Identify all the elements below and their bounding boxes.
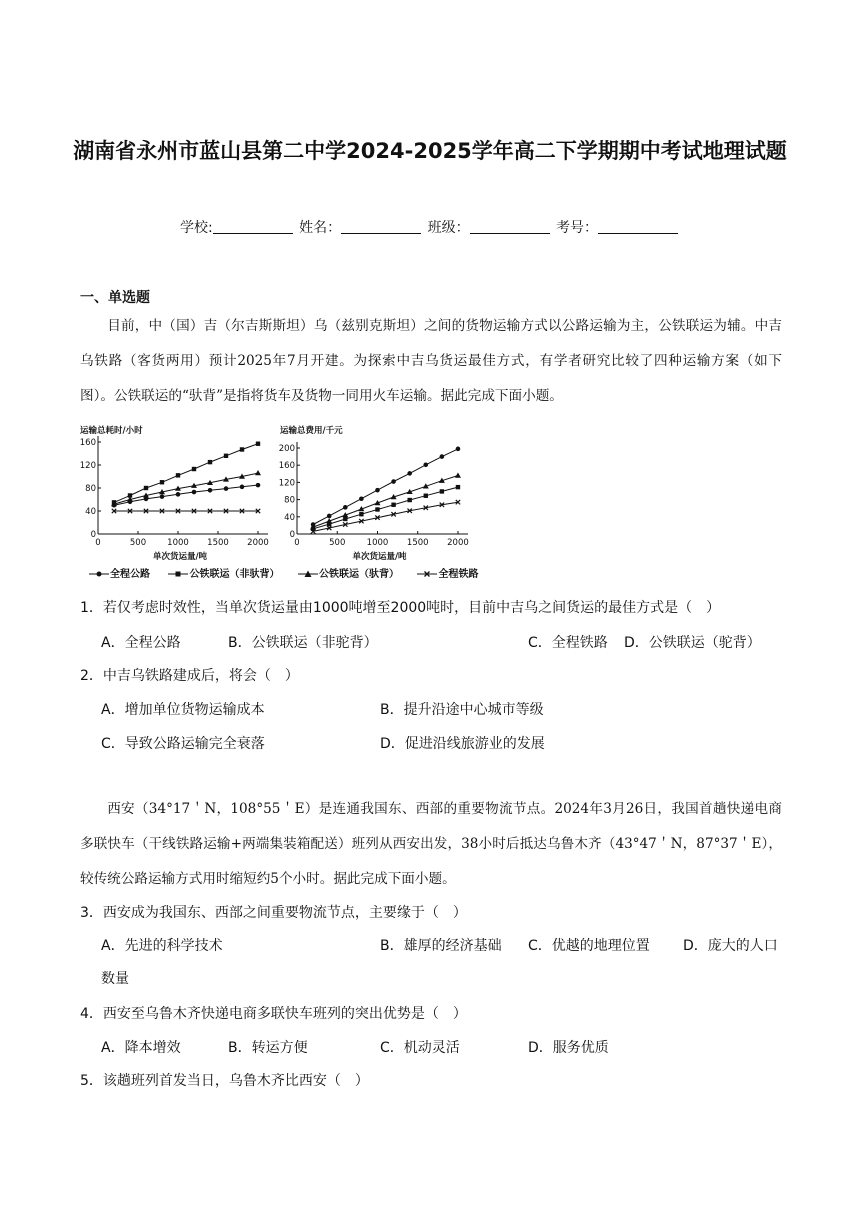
data-point <box>391 503 395 507</box>
school-label: 学校: <box>179 220 213 236</box>
data-point <box>423 462 428 467</box>
data-point <box>208 460 212 464</box>
data-point <box>455 473 461 478</box>
series-line-2 <box>114 485 258 505</box>
legend-item-piggyback: 公铁联运（驮背） <box>297 565 399 580</box>
y-tick-label: 120 <box>79 461 96 471</box>
data-point <box>343 517 347 521</box>
data-point <box>375 507 379 511</box>
name-blank[interactable] <box>341 233 421 234</box>
data-point <box>112 503 117 508</box>
class-blank[interactable] <box>470 233 550 234</box>
q3-option-d-continued: 数量 <box>101 971 129 987</box>
series-line-1 <box>313 476 458 528</box>
legend-item-road: 全程公路 <box>88 565 150 580</box>
data-point <box>240 485 245 490</box>
q1-option-b[interactable]: B．公铁联运（非驼背） <box>228 635 378 651</box>
question-5: 5．该趟班列首发当日，乌鲁木齐比西安（ ） <box>80 1073 369 1089</box>
data-point <box>176 492 181 497</box>
q3-option-d[interactable]: D．庞大的人口 <box>683 938 778 954</box>
series-line-1 <box>114 473 258 504</box>
q2-option-c[interactable]: C．导致公路运输完全衰落 <box>101 736 265 752</box>
series-line-3 <box>313 502 458 531</box>
question-3: 3．西安成为我国东、西部之间重要物流节点，主要缘于（ ） <box>80 905 467 921</box>
x-tick-label: 2000 <box>247 538 269 548</box>
data-point <box>343 505 348 510</box>
x-tick-label: 2000 <box>447 538 469 548</box>
y-tick-label: 80 <box>85 484 96 494</box>
x-axis-title: 单次货运量/吨 <box>152 552 208 562</box>
data-point <box>256 442 260 446</box>
series-line-2 <box>313 487 458 529</box>
y-axis-title: 运输总费用/千元 <box>280 426 343 436</box>
exam-title: 湖南省永州市蓝山县第二中学2024-2025学年高二下学期期中考试地理试题 <box>73 139 787 163</box>
data-point <box>160 494 165 499</box>
x-tick-label: 500 <box>329 538 346 548</box>
data-point <box>128 500 133 505</box>
data-point <box>407 498 411 502</box>
data-point <box>456 447 461 452</box>
y-tick-label: 0 <box>289 530 295 540</box>
data-point <box>424 494 428 498</box>
y-tick-label: 80 <box>284 495 295 506</box>
data-point <box>224 486 229 491</box>
data-point <box>256 483 261 488</box>
y-tick-label: 40 <box>284 512 295 523</box>
name-label: 姓名： <box>299 220 342 236</box>
y-tick-label: 120 <box>278 478 295 489</box>
y-tick-label: 40 <box>85 507 96 517</box>
y-tick-label: 160 <box>79 438 96 448</box>
question-4: 4．西安至乌鲁木齐快递电商多联快车班列的突出优势是（ ） <box>80 1006 467 1022</box>
q4-option-b[interactable]: B．转运方便 <box>228 1040 308 1056</box>
data-point <box>240 447 244 451</box>
q2-option-d[interactable]: D．促进沿线旅游业的发展 <box>380 736 545 752</box>
q2-option-a[interactable]: A．增加单位货物运输成本 <box>101 702 265 718</box>
x-tick-label: 1500 <box>207 538 229 548</box>
data-point <box>176 473 180 477</box>
data-point <box>208 488 213 493</box>
x-axis-title: 单次货运量/吨 <box>352 552 407 562</box>
question-2: 2．中吉乌铁路建成后，将会（ ） <box>80 668 299 684</box>
y-axis-title: 运输总耗时/小时 <box>80 426 143 436</box>
x-tick-label: 1000 <box>167 538 189 548</box>
data-point <box>192 467 196 471</box>
q3-option-c[interactable]: C．优越的地理位置 <box>528 938 650 954</box>
question-1: 1．若仅考虑时效性，当单次货运量由1000吨增至2000吨时，目前中吉乌之间货运的最佳方式是（ ） <box>80 600 721 616</box>
q3-option-b[interactable]: B．雄厚的经济基础 <box>380 938 502 954</box>
data-point <box>144 486 148 490</box>
y-tick-label: 0 <box>90 530 96 540</box>
section-heading: 一、单选题 <box>80 290 150 306</box>
data-point <box>160 480 164 484</box>
passage-1: 目前，中（国）吉（尔吉斯斯坦）乌（兹别克斯坦）之间的货物运输方式以公路运输为主，公铁联运为辅。中吉乌铁路（客货两用）预计2025年7月开建。为探索中吉乌货运最佳方式，有学者研究比较了四种运输方案（如下图）。公铁联运的“驮背”是指将货车及货物一同用火车运输。据此完成下面小题。 <box>80 318 782 404</box>
data-point <box>359 496 364 501</box>
data-point <box>407 471 412 476</box>
class-label: 班级： <box>427 220 470 236</box>
q1-option-d[interactable]: D．公铁联运（驼背） <box>624 635 761 651</box>
q4-option-c[interactable]: C．机动灵活 <box>380 1040 460 1056</box>
data-point <box>224 454 228 458</box>
data-point <box>440 454 445 459</box>
data-point <box>359 512 363 516</box>
q4-option-a[interactable]: A．降本增效 <box>101 1040 181 1056</box>
q1-option-c[interactable]: C．全程铁路 <box>528 635 608 651</box>
q2-option-b[interactable]: B．提升沿途中心城市等级 <box>380 702 544 718</box>
cost-chart <box>278 420 478 565</box>
data-point <box>255 470 261 475</box>
passage-2: 西安（34°17＇N，108°55＇E）是连通我国东、西部的重要物流节点。2024年3月26日，我国首趟快递电商多联快车（干线铁路运输+两端集装箱配送）班列从西安出发，38小时后抵达乌鲁木齐（43°47＇N，87°37＇E），较传统公路运输方式用时缩短约5个小时。据此完成下面小题。 <box>80 801 782 887</box>
x-tick-label: 500 <box>129 538 147 548</box>
x-tick-label: 0 <box>95 538 101 548</box>
q1-option-a[interactable]: A．全程公路 <box>101 635 181 651</box>
data-point <box>327 514 332 519</box>
time-chart <box>78 420 273 565</box>
data-point <box>375 488 380 493</box>
legend-item-rail: 全程铁路 <box>416 565 478 580</box>
series-line-0 <box>313 449 458 525</box>
x-tick-label: 1500 <box>406 538 429 548</box>
q4-option-d[interactable]: D．服务优质 <box>528 1040 609 1056</box>
x-tick-label: 1000 <box>366 538 389 548</box>
data-point <box>192 490 197 495</box>
student-info-line <box>0 217 860 237</box>
chart-legend <box>88 565 492 580</box>
q3-option-a[interactable]: A．先进的科学技术 <box>101 938 223 954</box>
exam-no-label: 考号： <box>556 220 599 236</box>
exam-no-blank[interactable] <box>598 233 678 234</box>
school-blank[interactable] <box>213 233 293 234</box>
x-tick-label: 0 <box>294 538 300 548</box>
data-point <box>391 479 396 484</box>
legend-item-nonpiggyback: 公铁联运（非驮背） <box>167 565 279 580</box>
y-tick-label: 200 <box>278 444 295 454</box>
data-point <box>144 497 149 502</box>
data-point <box>456 485 460 489</box>
data-point <box>440 489 444 493</box>
y-tick-label: 160 <box>278 461 295 472</box>
